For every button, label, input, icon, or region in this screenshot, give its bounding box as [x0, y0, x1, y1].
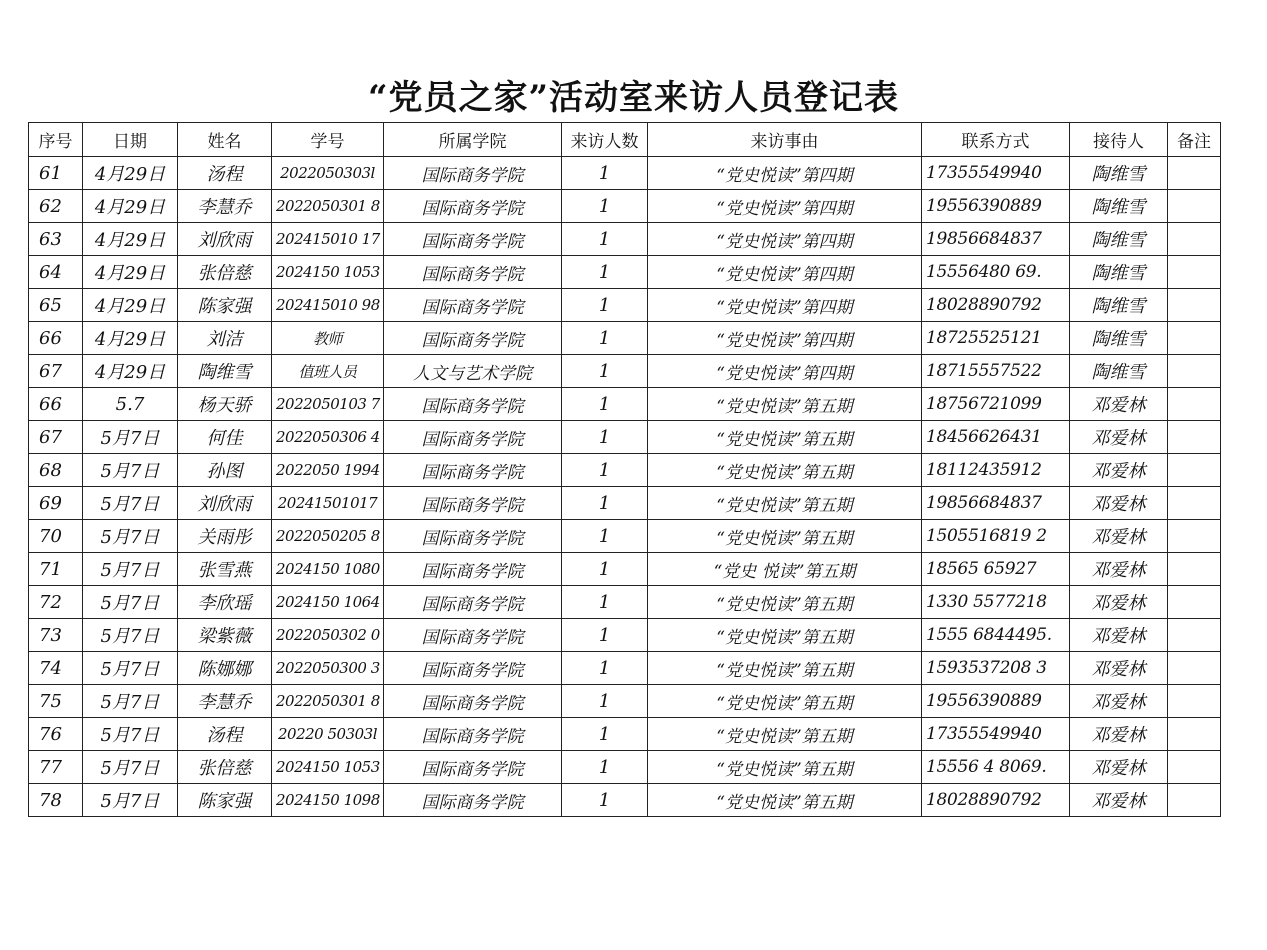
- reason-cell: “党史悦读”第五期: [648, 586, 922, 619]
- student-id-cell: 2024150 1080: [272, 553, 384, 586]
- name-cell: 陈娜娜: [178, 652, 272, 685]
- college-cell: 国际商务学院: [384, 553, 562, 586]
- student-id-cell: 202415010 98: [272, 289, 384, 322]
- receptionist-cell: 邓爱林: [1070, 520, 1168, 553]
- seq-cell: 73: [29, 619, 83, 652]
- seq-cell: 62: [29, 190, 83, 223]
- student-id-header: 学号: [272, 123, 384, 157]
- student-id-cell: 20241501017: [272, 487, 384, 520]
- reason-cell: “党史悦读”第五期: [648, 751, 922, 784]
- seq-cell: 61: [29, 157, 83, 190]
- visitor-register-table: [28, 122, 1221, 817]
- receptionist-cell: 陶维雪: [1070, 289, 1168, 322]
- student-id-cell: 2022050303l: [272, 157, 384, 190]
- remarks-cell: [1168, 685, 1221, 718]
- date-cell: 5月7日: [83, 784, 178, 817]
- name-cell: 张雪燕: [178, 553, 272, 586]
- reason-cell: “党史悦读”第五期: [648, 619, 922, 652]
- visitor-count-cell: 1: [562, 355, 648, 388]
- seq-cell: 74: [29, 652, 83, 685]
- name-cell: 陈家强: [178, 289, 272, 322]
- receptionist-cell: 邓爱林: [1070, 685, 1168, 718]
- seq-cell: 76: [29, 718, 83, 751]
- contact-cell: 15556480 69.: [922, 256, 1070, 289]
- reason-cell: “党史 悦读”第五期: [648, 553, 922, 586]
- date-cell: 5月7日: [83, 454, 178, 487]
- seq-cell: 66: [29, 388, 83, 421]
- college-cell: 国际商务学院: [384, 520, 562, 553]
- remarks-cell: [1168, 751, 1221, 784]
- remarks-cell: [1168, 520, 1221, 553]
- student-id-cell: 2024150 1053: [272, 256, 384, 289]
- remarks-cell: [1168, 355, 1221, 388]
- table-row: [29, 652, 1221, 685]
- visitor-count-cell: 1: [562, 223, 648, 256]
- date-cell: 4月29日: [83, 289, 178, 322]
- college-cell: 人文与艺术学院: [384, 355, 562, 388]
- table-row: [29, 751, 1221, 784]
- name-cell: 刘欣雨: [178, 487, 272, 520]
- student-id-cell: 2024150 1064: [272, 586, 384, 619]
- receptionist-cell: 邓爱林: [1070, 619, 1168, 652]
- college-cell: 国际商务学院: [384, 619, 562, 652]
- date-cell: 5.7: [83, 388, 178, 421]
- date-cell: 4月29日: [83, 223, 178, 256]
- receptionist-cell: 邓爱林: [1070, 388, 1168, 421]
- visitor-count-cell: 1: [562, 784, 648, 817]
- college-cell: 国际商务学院: [384, 256, 562, 289]
- reason-cell: “党史悦读”第五期: [648, 784, 922, 817]
- remarks-cell: [1168, 289, 1221, 322]
- seq-cell: 78: [29, 784, 83, 817]
- table-row: [29, 718, 1221, 751]
- name-cell: 汤程: [178, 718, 272, 751]
- reason-cell: “党史悦读”第五期: [648, 388, 922, 421]
- table-row: [29, 355, 1221, 388]
- visitor-count-cell: 1: [562, 256, 648, 289]
- remarks-cell: [1168, 652, 1221, 685]
- table-row: [29, 454, 1221, 487]
- name-cell: 梁紫薇: [178, 619, 272, 652]
- reason-cell: “党史悦读”第四期: [648, 190, 922, 223]
- student-id-cell: 20220 50303l: [272, 718, 384, 751]
- receptionist-cell: 邓爱林: [1070, 454, 1168, 487]
- remarks-cell: [1168, 718, 1221, 751]
- date-cell: 5月7日: [83, 421, 178, 454]
- receptionist-cell: 陶维雪: [1070, 157, 1168, 190]
- reason-cell: “党史悦读”第五期: [648, 718, 922, 751]
- college-cell: 国际商务学院: [384, 586, 562, 619]
- reason-cell: “党史悦读”第五期: [648, 487, 922, 520]
- contact-cell: 1330 5577218: [922, 586, 1070, 619]
- name-cell: 刘洁: [178, 322, 272, 355]
- seq-cell: 64: [29, 256, 83, 289]
- table-body: [29, 157, 1221, 817]
- contact-cell: 1555 6844495.: [922, 619, 1070, 652]
- seq-cell: 67: [29, 421, 83, 454]
- seq-cell: 75: [29, 685, 83, 718]
- date-cell: 4月29日: [83, 190, 178, 223]
- seq-cell: 65: [29, 289, 83, 322]
- contact-cell: 1593537208 3: [922, 652, 1070, 685]
- reason-cell: “党史悦读”第五期: [648, 652, 922, 685]
- student-id-cell: 2022050 1994: [272, 454, 384, 487]
- reason-cell: “党史悦读”第四期: [648, 256, 922, 289]
- receptionist-cell: 陶维雪: [1070, 256, 1168, 289]
- seq-cell: 70: [29, 520, 83, 553]
- name-cell: 孙图: [178, 454, 272, 487]
- visitor-count-cell: 1: [562, 520, 648, 553]
- remarks-cell: [1168, 256, 1221, 289]
- name-cell: 汤程: [178, 157, 272, 190]
- college-cell: 国际商务学院: [384, 718, 562, 751]
- student-id-cell: 2024150 1053: [272, 751, 384, 784]
- college-cell: 国际商务学院: [384, 454, 562, 487]
- remarks-cell: [1168, 421, 1221, 454]
- student-id-cell: 2022050103 7: [272, 388, 384, 421]
- seq-cell: 71: [29, 553, 83, 586]
- student-id-cell: 2022050300 3: [272, 652, 384, 685]
- table-row: [29, 487, 1221, 520]
- student-id-cell: 值班人员: [272, 355, 384, 388]
- contact-cell: 18715557522: [922, 355, 1070, 388]
- date-cell: 5月7日: [83, 553, 178, 586]
- college-cell: 国际商务学院: [384, 487, 562, 520]
- contact-cell: 18112435912: [922, 454, 1070, 487]
- date-cell: 5月7日: [83, 685, 178, 718]
- remarks-cell: [1168, 223, 1221, 256]
- visitor-count-cell: 1: [562, 388, 648, 421]
- receptionist-cell: 陶维雪: [1070, 190, 1168, 223]
- student-id-cell: 2024150 1098: [272, 784, 384, 817]
- student-id-cell: 2022050302 0: [272, 619, 384, 652]
- college-cell: 国际商务学院: [384, 388, 562, 421]
- receptionist-cell: 邓爱林: [1070, 421, 1168, 454]
- name-cell: 李慧乔: [178, 685, 272, 718]
- seq-header: 序号: [29, 123, 83, 157]
- reason-cell: “党史悦读”第五期: [648, 421, 922, 454]
- table-row: [29, 553, 1221, 586]
- remarks-cell: [1168, 190, 1221, 223]
- visitor-count-cell: 1: [562, 619, 648, 652]
- visitor-count-cell: 1: [562, 157, 648, 190]
- table-row: [29, 388, 1221, 421]
- date-cell: 5月7日: [83, 619, 178, 652]
- date-cell: 4月29日: [83, 355, 178, 388]
- receptionist-cell: 邓爱林: [1070, 751, 1168, 784]
- contact-cell: 19856684837: [922, 487, 1070, 520]
- visitor-count-cell: 1: [562, 454, 648, 487]
- student-id-cell: 2022050301 8: [272, 190, 384, 223]
- remarks-cell: [1168, 487, 1221, 520]
- visitor-count-cell: 1: [562, 586, 648, 619]
- visitor-count-cell: 1: [562, 553, 648, 586]
- table-row: [29, 322, 1221, 355]
- date-cell: 5月7日: [83, 487, 178, 520]
- contact-cell: 17355549940: [922, 718, 1070, 751]
- student-id-cell: 教师: [272, 322, 384, 355]
- table-row: [29, 586, 1221, 619]
- seq-cell: 68: [29, 454, 83, 487]
- visitor-count-cell: 1: [562, 421, 648, 454]
- student-id-cell: 2022050306 4: [272, 421, 384, 454]
- seq-cell: 77: [29, 751, 83, 784]
- contact-cell: 18565 65927: [922, 553, 1070, 586]
- contact-cell: 18028890792: [922, 289, 1070, 322]
- reason-cell: “党史悦读”第五期: [648, 520, 922, 553]
- name-cell: 刘欣雨: [178, 223, 272, 256]
- reason-cell: “党史悦读”第四期: [648, 322, 922, 355]
- seq-cell: 66: [29, 322, 83, 355]
- name-cell: 李慧乔: [178, 190, 272, 223]
- remarks-cell: [1168, 619, 1221, 652]
- college-cell: 国际商务学院: [384, 190, 562, 223]
- seq-cell: 67: [29, 355, 83, 388]
- seq-cell: 69: [29, 487, 83, 520]
- college-cell: 国际商务学院: [384, 322, 562, 355]
- table-row: [29, 157, 1221, 190]
- remarks-header: 备注: [1168, 123, 1221, 157]
- remarks-cell: [1168, 553, 1221, 586]
- college-cell: 国际商务学院: [384, 421, 562, 454]
- name-cell: 张倍慈: [178, 256, 272, 289]
- table-row: [29, 619, 1221, 652]
- visitor-count-cell: 1: [562, 190, 648, 223]
- name-cell: 杨天骄: [178, 388, 272, 421]
- receptionist-cell: 邓爱林: [1070, 487, 1168, 520]
- visitor-count-header: 来访人数: [562, 123, 648, 157]
- contact-header: 联系方式: [922, 123, 1070, 157]
- reason-cell: “党史悦读”第四期: [648, 289, 922, 322]
- remarks-cell: [1168, 157, 1221, 190]
- receptionist-cell: 陶维雪: [1070, 355, 1168, 388]
- college-cell: 国际商务学院: [384, 652, 562, 685]
- visitor-count-cell: 1: [562, 685, 648, 718]
- college-cell: 国际商务学院: [384, 784, 562, 817]
- visitor-count-cell: 1: [562, 751, 648, 784]
- reason-cell: “党史悦读”第四期: [648, 157, 922, 190]
- contact-cell: 1505516819 2: [922, 520, 1070, 553]
- contact-cell: 18756721099: [922, 388, 1070, 421]
- contact-cell: 19856684837: [922, 223, 1070, 256]
- receptionist-cell: 陶维雪: [1070, 223, 1168, 256]
- contact-cell: 19556390889: [922, 685, 1070, 718]
- name-header: 姓名: [178, 123, 272, 157]
- header-row: [29, 123, 1221, 157]
- name-cell: 陈家强: [178, 784, 272, 817]
- college-cell: 国际商务学院: [384, 157, 562, 190]
- seq-cell: 63: [29, 223, 83, 256]
- name-cell: 张倍慈: [178, 751, 272, 784]
- table-row: [29, 685, 1221, 718]
- table-row: [29, 289, 1221, 322]
- table-row: [29, 520, 1221, 553]
- visitor-count-cell: 1: [562, 487, 648, 520]
- date-header: 日期: [83, 123, 178, 157]
- visitor-count-cell: 1: [562, 652, 648, 685]
- date-cell: 5月7日: [83, 751, 178, 784]
- college-cell: 国际商务学院: [384, 751, 562, 784]
- remarks-cell: [1168, 454, 1221, 487]
- contact-cell: 18028890792: [922, 784, 1070, 817]
- receptionist-cell: 邓爱林: [1070, 784, 1168, 817]
- college-cell: 国际商务学院: [384, 289, 562, 322]
- contact-cell: 17355549940: [922, 157, 1070, 190]
- date-cell: 5月7日: [83, 520, 178, 553]
- date-cell: 4月29日: [83, 157, 178, 190]
- receptionist-cell: 邓爱林: [1070, 718, 1168, 751]
- contact-cell: 18456626431: [922, 421, 1070, 454]
- date-cell: 5月7日: [83, 586, 178, 619]
- contact-cell: 18725525121: [922, 322, 1070, 355]
- receptionist-cell: 邓爱林: [1070, 586, 1168, 619]
- remarks-cell: [1168, 784, 1221, 817]
- visitor-count-cell: 1: [562, 718, 648, 751]
- reason-cell: “党史悦读”第四期: [648, 223, 922, 256]
- name-cell: 何佳: [178, 421, 272, 454]
- page-title: “党员之家”活动室来访人员登记表: [367, 78, 900, 118]
- seq-cell: 72: [29, 586, 83, 619]
- student-id-cell: 2022050301 8: [272, 685, 384, 718]
- visitor-count-cell: 1: [562, 289, 648, 322]
- college-header: 所属学院: [384, 123, 562, 157]
- college-cell: 国际商务学院: [384, 685, 562, 718]
- remarks-cell: [1168, 388, 1221, 421]
- receptionist-header: 接待人: [1070, 123, 1168, 157]
- reason-cell: “党史悦读”第四期: [648, 355, 922, 388]
- remarks-cell: [1168, 586, 1221, 619]
- name-cell: 陶维雪: [178, 355, 272, 388]
- reason-cell: “党史悦读”第五期: [648, 454, 922, 487]
- date-cell: 5月7日: [83, 718, 178, 751]
- name-cell: 李欣瑶: [178, 586, 272, 619]
- reason-header: 来访事由: [648, 123, 922, 157]
- table-row: [29, 223, 1221, 256]
- reason-cell: “党史悦读”第五期: [648, 685, 922, 718]
- student-id-cell: 202415010 17: [272, 223, 384, 256]
- table-row: [29, 256, 1221, 289]
- remarks-cell: [1168, 322, 1221, 355]
- student-id-cell: 2022050205 8: [272, 520, 384, 553]
- college-cell: 国际商务学院: [384, 223, 562, 256]
- receptionist-cell: 陶维雪: [1070, 322, 1168, 355]
- contact-cell: 19556390889: [922, 190, 1070, 223]
- date-cell: 4月29日: [83, 256, 178, 289]
- receptionist-cell: 邓爱林: [1070, 553, 1168, 586]
- visitor-count-cell: 1: [562, 322, 648, 355]
- receptionist-cell: 邓爱林: [1070, 652, 1168, 685]
- table-row: [29, 784, 1221, 817]
- table-row: [29, 190, 1221, 223]
- contact-cell: 15556 4 8069.: [922, 751, 1070, 784]
- table-row: [29, 421, 1221, 454]
- date-cell: 4月29日: [83, 322, 178, 355]
- name-cell: 关雨彤: [178, 520, 272, 553]
- date-cell: 5月7日: [83, 652, 178, 685]
